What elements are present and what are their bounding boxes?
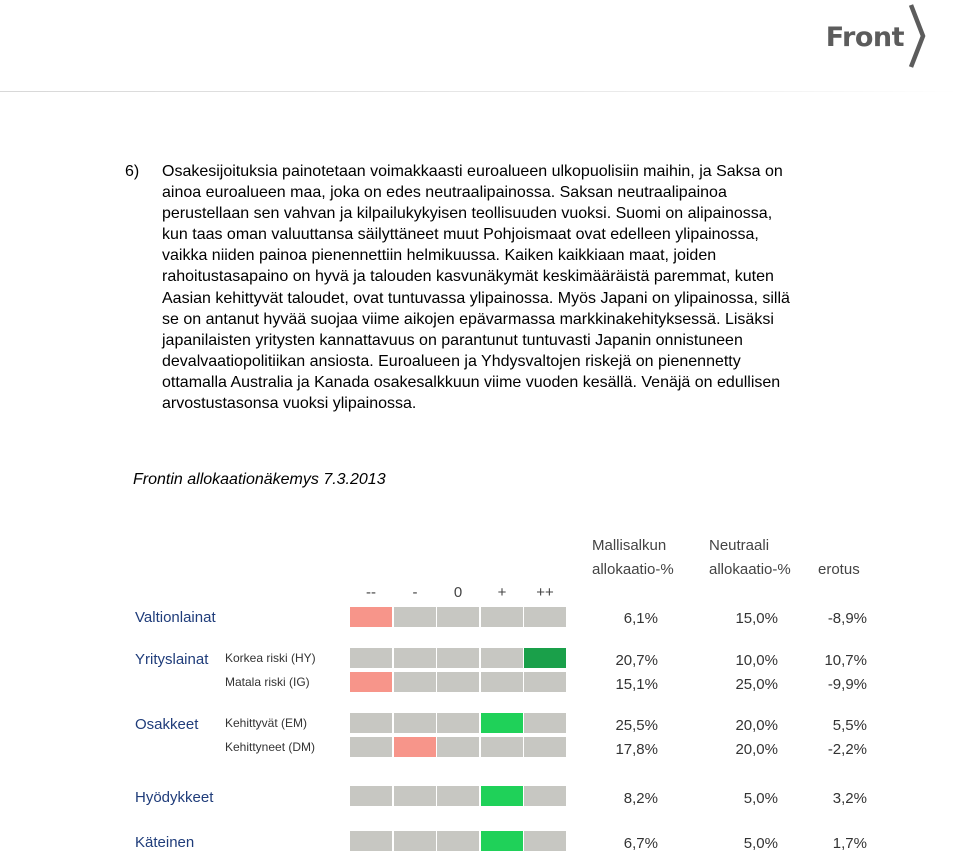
paragraph-line: Osakesijoituksia painotetaan voimakkaasti euroalueen ulkopuolisiin maihin, ja Saksa on: [162, 163, 783, 180]
model-allocation-value: 15,1%: [615, 676, 658, 693]
brand-name: Front: [825, 21, 904, 53]
model-allocation-value: 8,2%: [623, 790, 658, 807]
scale-label: ++: [536, 584, 554, 601]
rating-cell: [437, 737, 479, 757]
rating-cell: [481, 831, 523, 851]
rating-cell: [350, 713, 392, 733]
rating-cell: [481, 786, 523, 806]
chevron-logo-icon: [908, 2, 926, 70]
difference-value: -9,9%: [827, 676, 867, 693]
rating-cell: [437, 831, 479, 851]
subcategory-label: Matala riski (IG): [225, 675, 310, 689]
rating-cell: [437, 648, 479, 668]
rating-cell: [524, 672, 566, 692]
rating-cell: [524, 786, 566, 806]
paragraph-line: japanilaisten yritysten kannattavuus on parantunut tuntuvasti Japanin onnistuneen: [162, 331, 743, 349]
paragraph-line: ottamalla Australia ja Kanada osakesalkkuun viime vuoden kesällä. Venäjä on edullisen: [162, 373, 781, 391]
diff-header: erotus: [818, 561, 860, 578]
rating-cell: [350, 737, 392, 757]
scale-label: -: [412, 584, 418, 601]
rating-cell: [394, 786, 436, 806]
rating-cell: [481, 672, 523, 692]
rating-cell: [481, 648, 523, 668]
paragraph-line: kun taas oman valuuttansa säilyttäneet muut Pohjoismaat ovat edelleen ylipainossa,: [162, 226, 759, 244]
paragraph-line: perustellaan sen vahvan ja kilpailukykyisen teollisuuden vuoksi. Suomi on alipainossa,: [162, 205, 773, 223]
category-label: Osakkeet: [135, 716, 199, 733]
rating-cell: [394, 737, 436, 757]
neutral-allocation-value: 5,0%: [743, 835, 778, 852]
rating-cell: [437, 672, 479, 692]
rating-cell: [350, 831, 392, 851]
model-header-line2: allokaatio-%: [592, 561, 674, 578]
rating-cell: [481, 713, 523, 733]
rating-cell: [437, 607, 479, 627]
neutral-allocation-value: 5,0%: [743, 790, 778, 807]
neutral-allocation-value: 15,0%: [735, 610, 778, 627]
scale-label: --: [366, 584, 376, 601]
subcategory-label: Korkea riski (HY): [225, 651, 316, 665]
category-label: Yrityslainat: [135, 651, 209, 668]
neutral-allocation-value: 20,0%: [735, 717, 778, 734]
paragraph-line: Aasian kehittyvät taloudet, ovat tuntuvassa ylipainossa. Myös Japani on ylipainossa, sillä: [162, 289, 790, 307]
neutral-header-line1: Neutraali: [709, 537, 770, 554]
category-label: Hyödykkeet: [135, 789, 214, 806]
rating-cell: [481, 607, 523, 627]
neutral-allocation-value: 25,0%: [735, 676, 778, 693]
model-allocation-value: 20,7%: [615, 652, 658, 669]
subcategory-label: Kehittyvät (EM): [225, 716, 308, 730]
difference-value: 3,2%: [832, 790, 867, 807]
body-paragraph: [125, 161, 915, 414]
category-label: Valtionlainat: [135, 609, 216, 626]
rating-cell: [524, 831, 566, 851]
allocation-title: Frontin allokaationäkemys 7.3.2013: [133, 471, 386, 488]
rating-cell: [437, 786, 479, 806]
header-divider: [0, 91, 960, 92]
neutral-allocation-value: 10,0%: [735, 652, 778, 669]
paragraph-line: rahoitustasapaino on hyvä ja talouden kasvunäkymät keskimääräistä paremmat, kuten: [162, 268, 774, 286]
paragraph-line: ainoa euroalueen maa, joka on edes neutraalipainossa. Saksan neutraalipainoa: [162, 184, 727, 202]
rating-cell: [524, 713, 566, 733]
rating-cell: [394, 831, 436, 851]
rating-cell: [524, 737, 566, 757]
paragraph-line: se on antanut hyvää suojaa viime aikojen epävarmassa markkinakehityksessä. Lisäksi: [162, 310, 774, 328]
scale-label: +: [497, 584, 507, 601]
rating-cell: [481, 737, 523, 757]
rating-cell: [437, 713, 479, 733]
rating-cell: [524, 648, 566, 668]
front-logo: [826, 0, 926, 72]
model-allocation-value: 6,1%: [623, 610, 658, 627]
neutral-allocation-value: 20,0%: [735, 741, 778, 758]
difference-value: -8,9%: [827, 610, 867, 627]
paragraph-line: vaikka niiden painoa pienennettiin helmikuussa. Kaiken kaikkiaan maat, joiden: [162, 247, 717, 265]
model-allocation-value: 17,8%: [615, 741, 658, 758]
difference-value: 1,7%: [832, 835, 867, 852]
neutral-header-line2: allokaatio-%: [709, 561, 791, 578]
rating-cell: [350, 672, 392, 692]
difference-value: 5,5%: [832, 717, 867, 734]
paragraph-text: [162, 161, 915, 414]
difference-value: 10,7%: [824, 652, 867, 669]
difference-value: -2,2%: [827, 741, 867, 758]
rating-cell: [350, 607, 392, 627]
model-header-line1: Mallisalkun: [592, 537, 667, 554]
model-allocation-value: 25,5%: [615, 717, 658, 734]
paragraph-number: 6): [125, 163, 140, 180]
rating-cell: [350, 648, 392, 668]
rating-cell: [394, 648, 436, 668]
category-label: Käteinen: [135, 834, 195, 851]
paragraph-line: arvostustasonsa vuoksi ylipainossa.: [162, 395, 417, 413]
subcategory-label: Kehittyneet (DM): [225, 740, 316, 754]
rating-cell: [350, 786, 392, 806]
rating-cell: [394, 672, 436, 692]
paragraph-line: devalvaatiopolitiikan ansiosta. Euroalueen ja Yhdysvaltojen riskejä on pienennetty: [162, 352, 741, 370]
rating-cell: [394, 607, 436, 627]
rating-cell: [524, 607, 566, 627]
scale-label: 0: [453, 584, 463, 601]
model-allocation-value: 6,7%: [623, 835, 658, 852]
rating-cell: [394, 713, 436, 733]
